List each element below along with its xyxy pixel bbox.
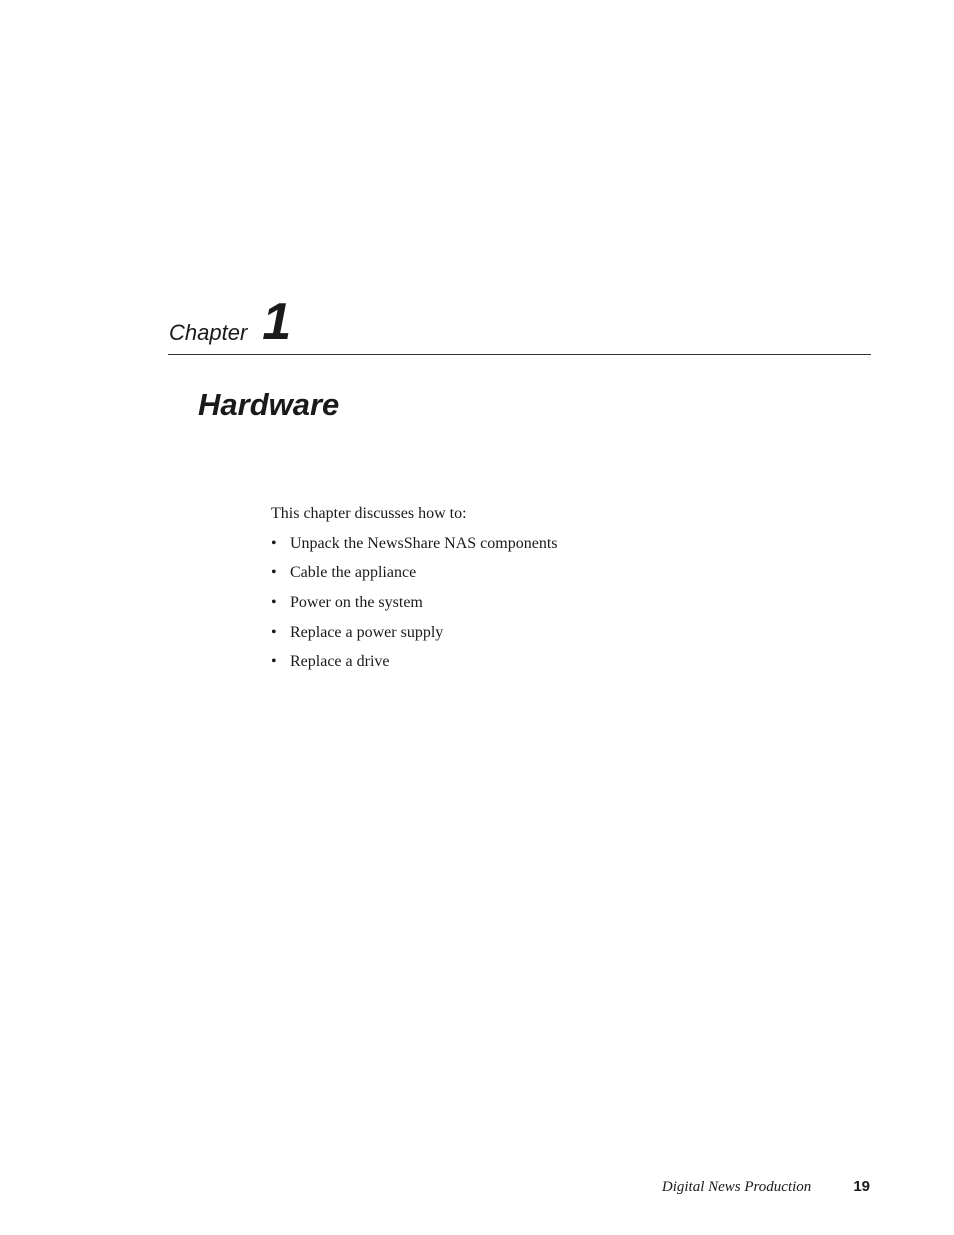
- list-item: [271, 592, 831, 614]
- list-item: [271, 622, 831, 644]
- topic-list: [271, 533, 831, 674]
- list-item-text: Replace a power supply: [290, 623, 444, 641]
- chapter-number: 1: [262, 293, 292, 351]
- chapter-label: Chapter: [169, 320, 248, 345]
- list-item-text: Cable the appliance: [290, 564, 417, 582]
- chapter-title: Hardware: [198, 387, 340, 422]
- footer-title: Digital News Production: [661, 1179, 812, 1195]
- page-number: 19: [853, 1178, 870, 1195]
- list-item-text: Replace a drive: [290, 653, 390, 671]
- list-item: [271, 651, 831, 673]
- page-footer: [662, 1178, 870, 1196]
- bullet-icon: •: [271, 594, 277, 612]
- chapter-divider: [168, 354, 871, 355]
- list-item: [271, 533, 831, 555]
- bullet-icon: •: [271, 564, 277, 582]
- list-item-text: Unpack the NewsShare NAS components: [290, 534, 558, 552]
- bullet-icon: •: [271, 534, 277, 552]
- bullet-icon: •: [271, 623, 277, 641]
- list-item: [271, 562, 831, 584]
- chapter-heading: [169, 293, 292, 351]
- bullet-icon: •: [271, 653, 277, 671]
- list-item-text: Power on the system: [290, 594, 423, 612]
- intro-text: This chapter discusses how to:: [271, 505, 467, 522]
- chapter-intro: [271, 503, 831, 673]
